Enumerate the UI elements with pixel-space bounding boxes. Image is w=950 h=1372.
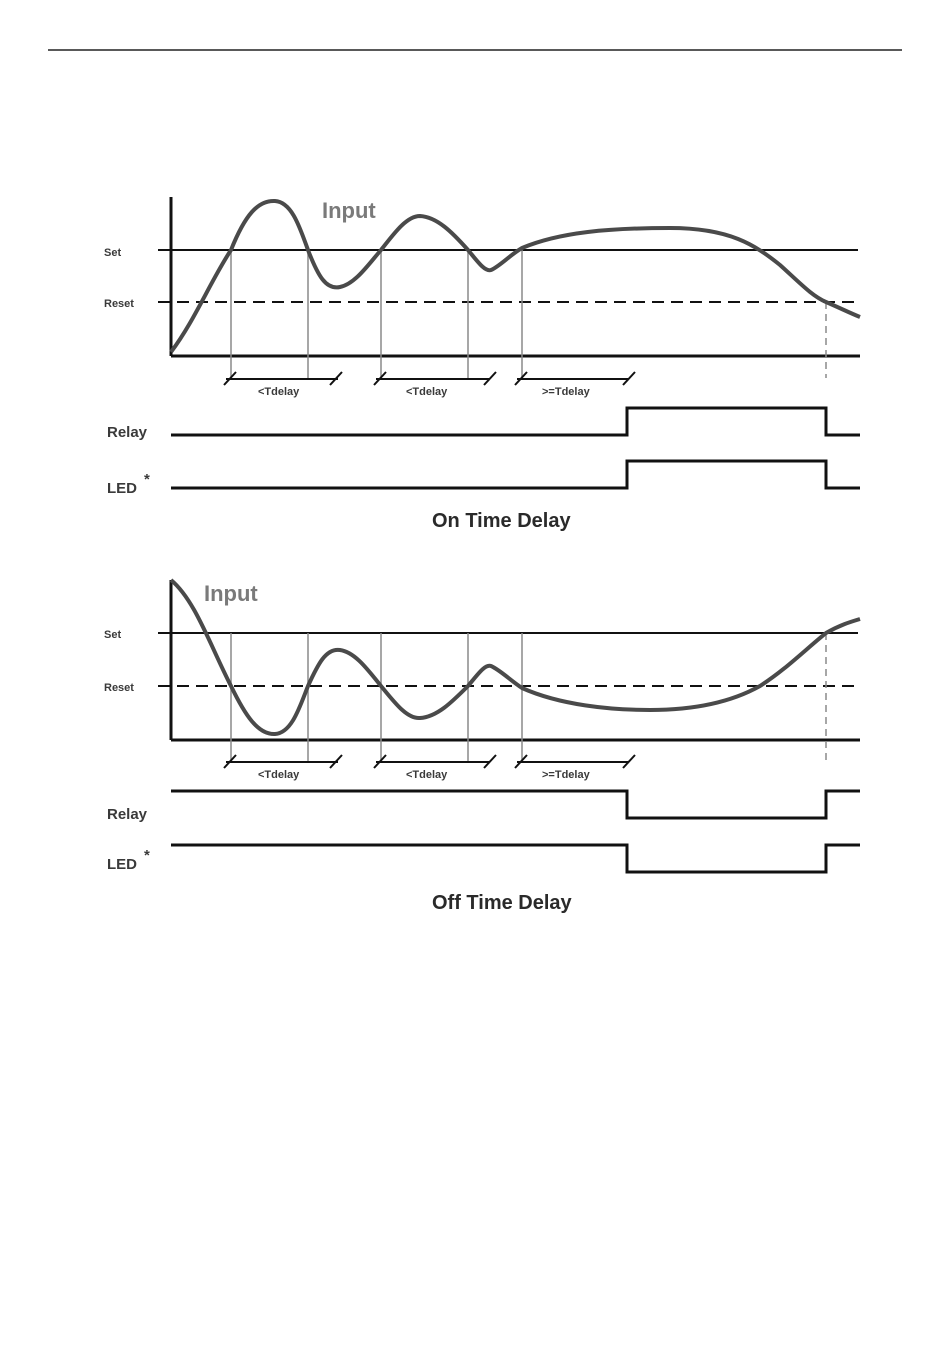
- off-time-delay-diagram: [104, 580, 860, 914]
- on-relay-label: Relay: [107, 424, 148, 441]
- on-reset-label: Reset: [104, 298, 134, 310]
- on-input-curve: [171, 201, 860, 352]
- on-delay-label-1: <Tdelay: [258, 386, 300, 398]
- on-delay-label-2: <Tdelay: [406, 386, 448, 398]
- off-relay-label: Relay: [107, 806, 148, 823]
- on-time-delay-title: On Time Delay: [432, 510, 571, 532]
- on-led-footnote-mark: *: [144, 471, 150, 488]
- on-delay-label-3: >=Tdelay: [542, 386, 590, 398]
- off-input-curve: [171, 580, 860, 734]
- on-delay-brackets: [224, 372, 635, 385]
- off-time-delay-title: Off Time Delay: [432, 892, 572, 914]
- on-set-label: Set: [104, 247, 122, 259]
- on-time-delay-diagram: [104, 197, 860, 532]
- off-delay-label-2: <Tdelay: [406, 769, 448, 781]
- off-led-label: LED: [107, 856, 137, 873]
- off-set-label: Set: [104, 629, 122, 641]
- on-led-waveform: [171, 461, 860, 488]
- off-delay-label-3: >=Tdelay: [542, 769, 590, 781]
- on-led-label: LED: [107, 480, 137, 497]
- off-led-waveform: [171, 845, 860, 872]
- off-delay-brackets: [224, 755, 635, 768]
- on-guides: [231, 250, 826, 380]
- off-delay-label-1: <Tdelay: [258, 769, 300, 781]
- off-input-label: Input: [204, 581, 258, 606]
- off-led-footnote-mark: *: [144, 847, 150, 864]
- on-relay-waveform: [171, 408, 860, 435]
- off-relay-waveform: [171, 791, 860, 818]
- on-input-label: Input: [322, 198, 376, 223]
- off-reset-label: Reset: [104, 682, 134, 694]
